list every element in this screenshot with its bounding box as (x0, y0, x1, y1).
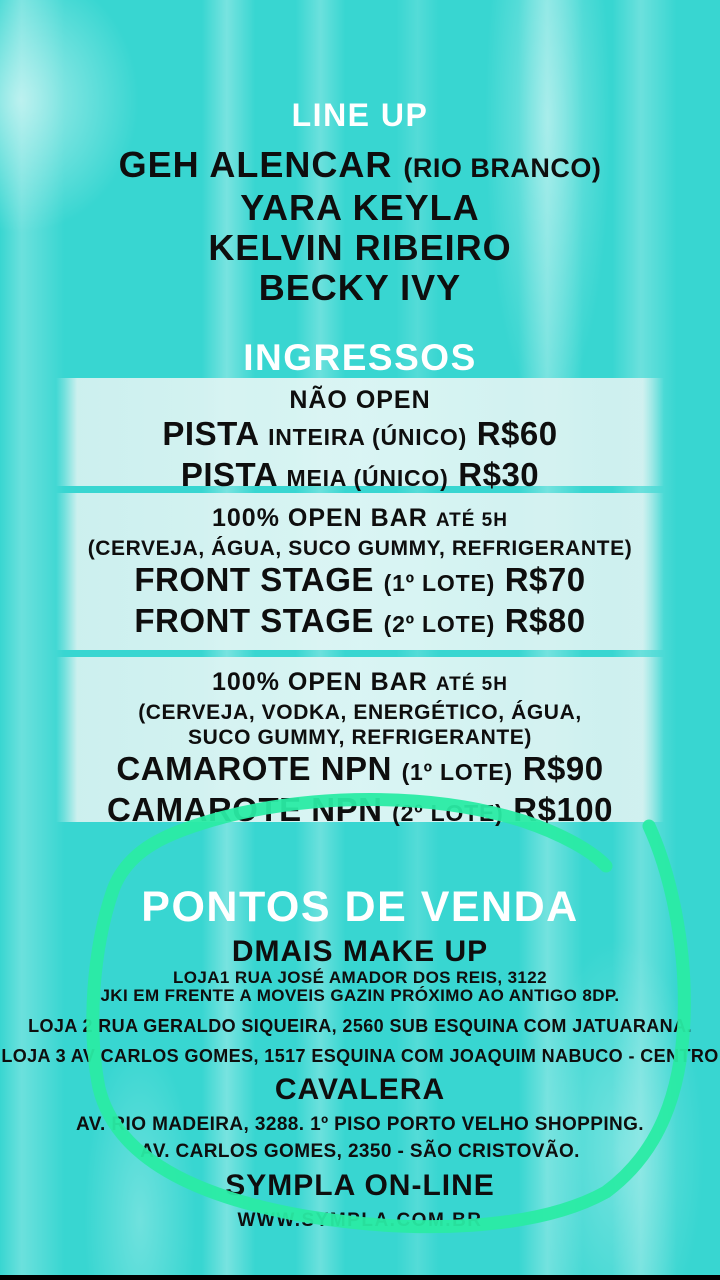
openbar-label: 100% OPEN BAR (212, 504, 428, 532)
ticket-price: R$60 (476, 415, 558, 452)
ticket-price: R$80 (504, 602, 586, 639)
ticket-line (56, 561, 664, 602)
ticket-detail: (1º LOTE) (383, 570, 496, 596)
ticket-line (56, 602, 664, 643)
openbar-drinks: (CERVEJA, VODKA, ENERGÉTICO, ÁGUA, (138, 701, 582, 724)
ticket-name: FRONT STAGE (134, 602, 374, 639)
lineup-title: LINE UP (291, 97, 429, 133)
ticket-price: R$90 (522, 750, 604, 787)
vendor-address: JKI EM FRENTE A MOVEIS GAZIN PRÓXIMO AO ANTIGO 8DP. (100, 986, 620, 1005)
openbar-drinks: (CERVEJA, ÁGUA, SUCO GUMMY, REFRIGERANTE) (87, 537, 633, 560)
ticket-detail: (2º LOTE) (383, 611, 496, 637)
points-of-sale-title: PONTOS DE VENDA (141, 883, 579, 931)
openbar-hours: ATÉ 5H (435, 674, 508, 695)
points-of-sale-section (0, 883, 720, 1232)
vendor-website: WWW.SYMPLA.COM.BR (237, 1210, 483, 1231)
ticket-price: R$30 (458, 456, 540, 493)
artist-row (0, 228, 720, 268)
ticket-box-front-stage (56, 493, 664, 650)
ticket-box-camarote (56, 657, 664, 828)
ticket-line (56, 750, 664, 791)
ticket-name: CAMAROTE NPN (106, 791, 383, 828)
openbar-drinks: SUCO GUMMY, REFRIGERANTE) (187, 726, 532, 749)
artist-note: (RIO BRANCO) (403, 153, 602, 183)
ticket-detail: INTEIRA (ÚNICO) (268, 424, 468, 450)
ticket-box-nao-open (56, 378, 664, 493)
vendor-name: DMAIS MAKE UP (231, 935, 489, 968)
ticket-detail: (2º LOTE) (392, 800, 504, 826)
vendor-name: SYMPLA ON-LINE (225, 1169, 495, 1202)
ticket-name: PISTA (162, 415, 259, 452)
artist-name: BECKY IVY (258, 267, 462, 308)
ticket-line (56, 415, 664, 456)
artist-name: YARA KEYLA (240, 187, 480, 228)
ticket-detail: (1º LOTE) (401, 759, 514, 785)
ticket-name: FRONT STAGE (134, 561, 374, 598)
ticket-price: R$100 (513, 791, 614, 828)
vendor-address: LOJA 2 RUA GERALDO SIQUEIRA, 2560 SUB ESQUINA COM JATUARANA. (28, 1016, 692, 1036)
bottom-bar (0, 1275, 720, 1280)
ticket-box-header (56, 667, 664, 700)
openbar-hours: ATÉ 5H (435, 510, 508, 531)
vendor-address: LOJA 3 AV CARLOS GOMES, 1517 ESQUINA COM JOAQUIM NABUCO - CENTRO (1, 1046, 719, 1066)
artist-name: GEH ALENCAR (118, 144, 393, 185)
ticket-box-header: NÃO OPEN (289, 386, 431, 414)
vendor-address: AV. CARLOS GOMES, 2350 - SÃO CRISTOVÃO. (140, 1141, 580, 1162)
ticket-box-header (56, 503, 664, 536)
lineup-section (0, 97, 720, 308)
ticket-detail: MEIA (ÚNICO) (286, 465, 449, 491)
vendor-address: LOJA1 RUA JOSÉ AMADOR DOS REIS, 3122 (172, 968, 547, 987)
ticket-price: R$70 (504, 561, 586, 598)
artist-row (0, 188, 720, 228)
ticket-name: PISTA (180, 456, 277, 493)
vendor-name: CAVALERA (274, 1073, 446, 1106)
ticket-name: CAMAROTE NPN (116, 750, 392, 787)
artist-row (0, 145, 720, 188)
vendor-address: AV. RIO MADEIRA, 3288. 1º PISO PORTO VELHO SHOPPING. (76, 1114, 644, 1135)
artist-name: KELVIN RIBEIRO (208, 227, 512, 268)
tickets-title: INGRESSOS (243, 337, 477, 378)
artist-row (0, 268, 720, 308)
openbar-label: 100% OPEN BAR (212, 668, 428, 696)
ticket-line (56, 456, 664, 497)
ticket-line (56, 791, 664, 832)
